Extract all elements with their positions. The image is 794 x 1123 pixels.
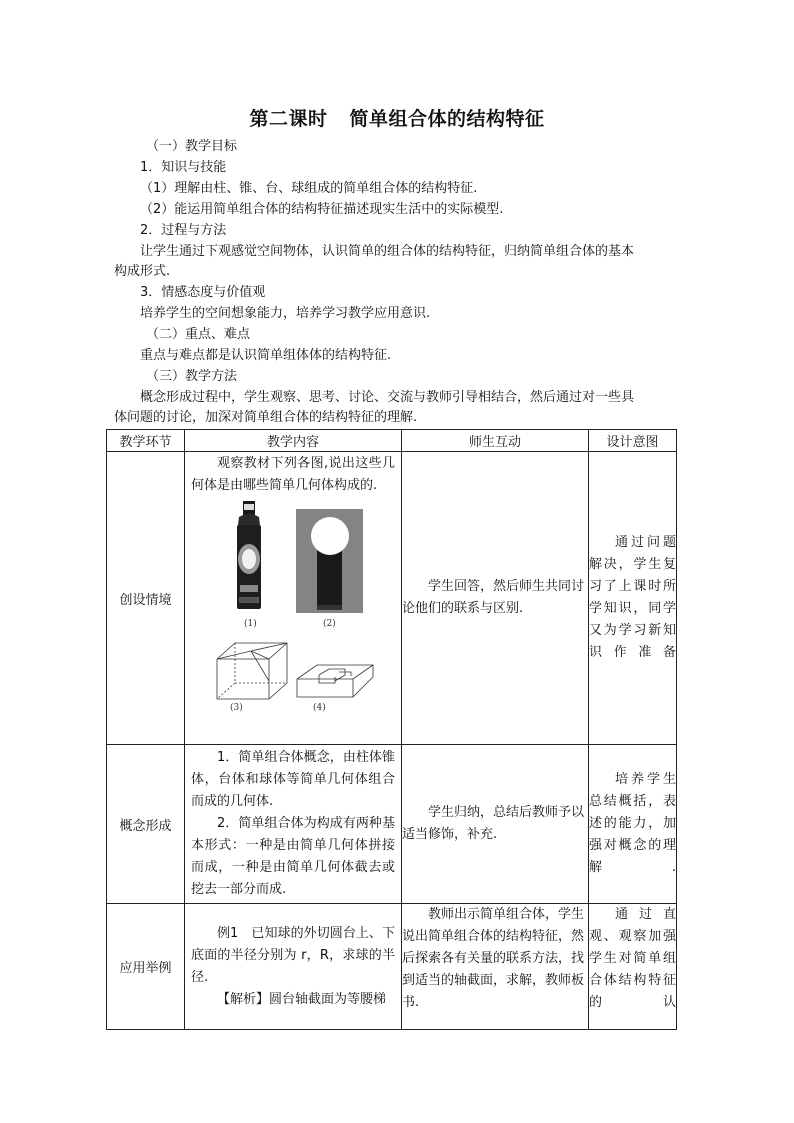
content-cell (185, 745, 402, 904)
content-paragraph: 例1 已知球的外切圆台上、下底面的半径分别为 r，R，求球的半径. (191, 925, 395, 985)
goal-item-1: （1）理解由柱、锥、台、球组成的简单组合体的结构特征. (140, 181, 478, 196)
content-cell (185, 904, 402, 1030)
attitude-subheading: 3．情感态度与价值观 (140, 285, 266, 300)
table-header-row (107, 430, 677, 452)
header-stage: 教学环节 (107, 430, 185, 452)
table-row (107, 452, 677, 745)
slab-figure (295, 663, 375, 701)
process-subheading: 2．过程与方法 (140, 223, 227, 238)
page-title (0, 104, 794, 131)
lamp-figure (296, 509, 363, 613)
interaction-text: 学生回答，然后师生共同讨论他们的联系与区别. (402, 579, 585, 616)
bottle-figure (229, 501, 269, 609)
title-topic: 简单组合体的结构特征 (349, 108, 545, 130)
figure-group (185, 499, 401, 713)
goals-heading: （一）教学目标 (146, 139, 238, 154)
content-cell (185, 452, 402, 745)
table-row (107, 745, 677, 904)
knowledge-subheading: 1．知识与技能 (140, 160, 227, 175)
lesson-plan-table (106, 429, 677, 1030)
method-text-line2: 体问题的讨论，加深对简单组合体的结构特征的理解. (114, 410, 418, 425)
design-cell (589, 745, 677, 904)
design-cell (589, 904, 677, 1030)
content-paragraph: 1．简单组合体概念，由柱体锥体，台体和球体等简单几何体组合而成的几何体. (191, 750, 395, 809)
goal-item-2: （2）能运用简单组合体的结构特征描述现实生活中的实际模型. (140, 202, 504, 217)
content-paragraph: 【解析】圆台轴截面为等腰梯 (217, 991, 387, 1007)
content-paragraph: 观察教材下列各图,说出这些几何体是由哪些简单几何体构成的. (191, 456, 395, 493)
header-design: 设计意图 (589, 430, 677, 452)
key-points-heading: （二）重点、难点 (146, 327, 251, 342)
attitude-text: 培养学生的空间想象能力，培养学习教学应用意识. (140, 306, 431, 321)
content-paragraph: 2．简单组合体为构成有两种基本形式：一种是由简单几何体拼接而成，一种是由简单几何体截去或挖去一部分而成. (191, 816, 395, 897)
interaction-text: 学生归纳，总结后教师予以适当修饰，补充. (402, 805, 585, 842)
design-text: 培养学生总结概括，表述的能力，加强对概念的理解. (589, 772, 676, 875)
interaction-cell (402, 452, 589, 745)
design-cell (589, 452, 677, 745)
interaction-text: 教师出示简单组合体，学生说出简单组合体的结构特征，然后探索各有关量的联系方法，找到适当的轴截面，求解，教师板书. (402, 907, 585, 1010)
header-interaction: 师生互动 (402, 430, 589, 452)
stage-cell: 概念形成 (107, 745, 185, 904)
title-lesson: 第二课时 (249, 108, 328, 130)
process-text-line2: 构成形式. (114, 264, 171, 279)
figure-label-2: (2) (323, 619, 336, 629)
table-row (107, 904, 677, 1030)
figure-label-3: (3) (230, 703, 243, 713)
design-text: 通过问题解决，学生复习了上课时所学知识，同学又为学习新知识作准备 (589, 535, 676, 660)
header-content: 教学内容 (185, 430, 402, 452)
stage-cell: 创设情境 (107, 452, 185, 745)
method-text-line1: 概念形成过程中，学生观察、思考、讨论、交流与教师引导相结合，然后通过对一些具 (140, 390, 635, 405)
interaction-cell (402, 904, 589, 1030)
key-points-text: 重点与难点都是认识简单组体体的结构特征. (140, 348, 392, 363)
method-heading: （三）教学方法 (146, 369, 238, 384)
design-text: 通过直观、观察加强学生对简单组合体结构特征的认 (589, 907, 676, 1010)
figure-label-1: (1) (244, 619, 257, 629)
interaction-cell (402, 745, 589, 904)
cube-figure (215, 641, 289, 701)
process-text-line1: 让学生通过下观感觉空间物体，认识简单的组合体的结构特征，归纳简单组合体的基本 (140, 244, 635, 259)
figure-label-4: (4) (313, 703, 326, 713)
stage-cell: 应用举例 (107, 904, 185, 1030)
